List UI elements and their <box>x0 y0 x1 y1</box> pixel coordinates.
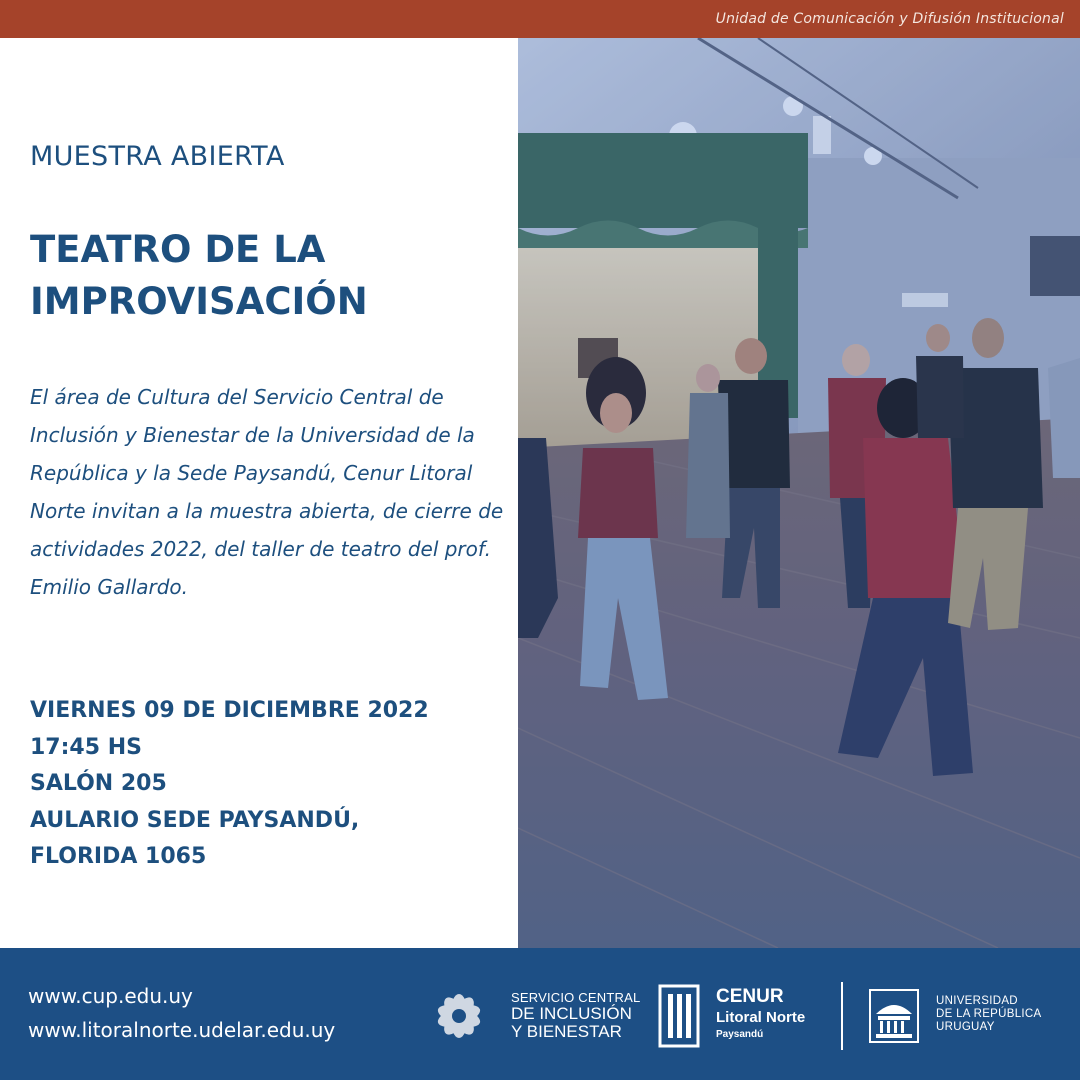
event-kicker: MUESTRA ABIERTA <box>30 141 285 172</box>
event-venue: AULARIO SEDE PAYSANDÚ, <box>30 807 360 833</box>
event-room: SALÓN 205 <box>30 771 167 796</box>
unit-label: Unidad de Comunicación y Difusión Institucional <box>715 11 1064 27</box>
info-panel <box>0 38 518 948</box>
top-bar <box>0 0 1080 38</box>
udelar-line: DE LA REPÚBLICA <box>936 1008 1042 1020</box>
event-title-line: TEATRO DE LA <box>30 228 326 271</box>
udelar-crest-icon <box>868 988 920 1044</box>
cenur-region: Litoral Norte <box>716 1009 806 1026</box>
event-description: El área de Cultura del Servicio Central de Inclusión y Bienestar de la Universidad de la República y la Sede Paysandú, Cenur Litoral Norte invitan a la muestra abierta, de cierre de actividades 2022, del taller de teatro del prof. Emilio Gallardo. <box>30 385 504 599</box>
cenur-city: Paysandú <box>716 1029 764 1040</box>
cup-link[interactable]: www.cup.edu.uy <box>28 984 193 1008</box>
servicio-central-flower-icon <box>425 982 493 1050</box>
event-title <box>30 224 510 328</box>
photo-theater-workshop-icon <box>518 38 1080 948</box>
event-date: VIERNES 09 DE DICIEMBRE 2022 <box>30 698 429 723</box>
cenur-logo-icon <box>658 984 700 1048</box>
cenur-name: CENUR <box>716 986 784 1007</box>
servicio-central-logo-text <box>511 990 640 1041</box>
event-details <box>30 693 510 876</box>
event-title-line: IMPROVISACIÓN <box>30 280 368 323</box>
footer <box>0 948 1080 1080</box>
servicio-central-line: DE INCLUSIÓN <box>511 1004 632 1023</box>
event-time: 17:45 HS <box>30 734 142 760</box>
servicio-central-line: SERVICIO CENTRAL <box>511 990 641 1005</box>
logo-divider <box>841 982 843 1050</box>
event-photo <box>518 38 1080 948</box>
servicio-central-line: Y BIENESTAR <box>511 1022 622 1041</box>
litoralnorte-link[interactable]: www.litoralnorte.udelar.edu.uy <box>28 1018 336 1042</box>
udelar-line: UNIVERSIDAD <box>936 995 1018 1007</box>
cenur-logo-text <box>716 986 805 1042</box>
udelar-logo-text <box>936 995 1041 1034</box>
udelar-line: URUGUAY <box>936 1021 995 1033</box>
event-address: FLORIDA 1065 <box>30 844 207 869</box>
